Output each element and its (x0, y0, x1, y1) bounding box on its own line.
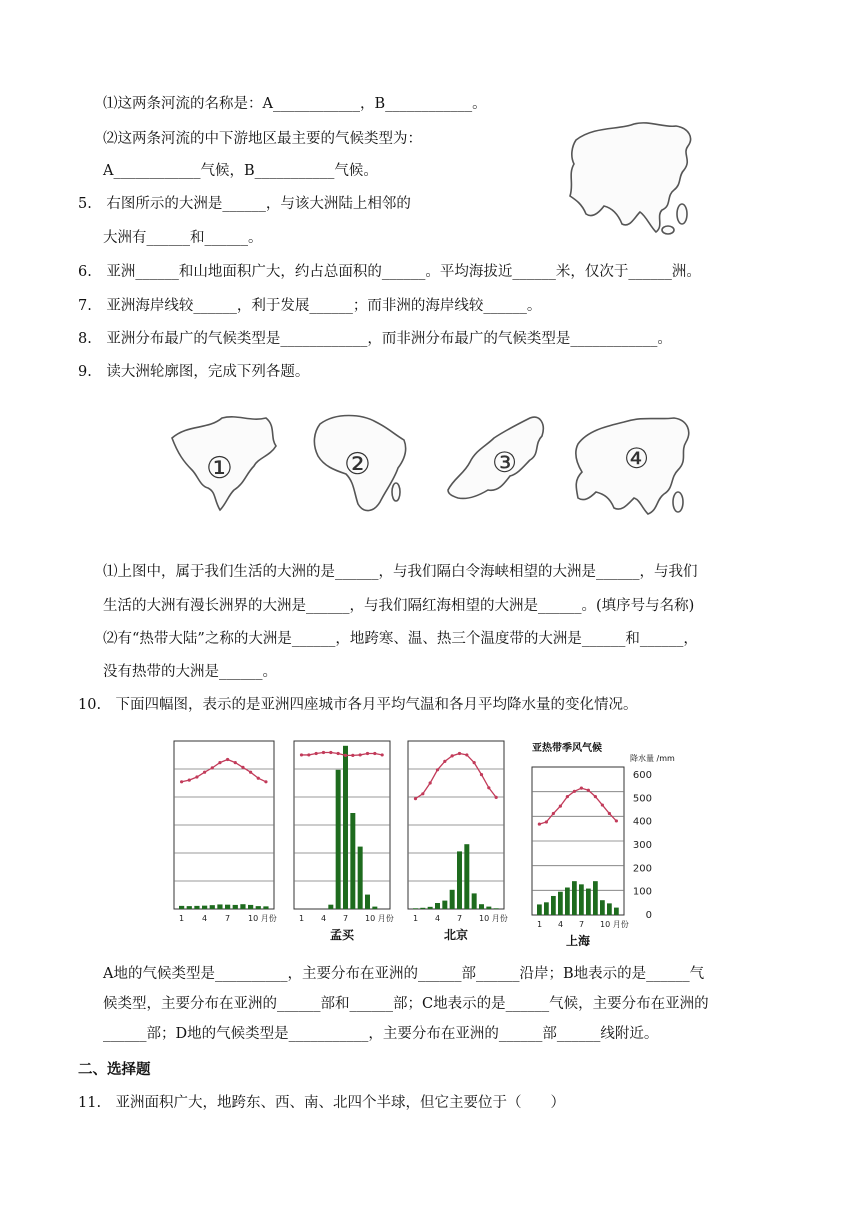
continent-outline-maps (158, 404, 698, 524)
q10-answer-line2: 候类型，主要分布在亚洲的______部和______部；C地表示的是______气候，主要分布在亚洲的 (103, 996, 709, 1012)
chart-1-temperature-point-6 (218, 761, 221, 764)
chart-2-x-tick: 7 (343, 914, 349, 923)
europe-outline (448, 417, 543, 498)
chart-3-temperature-point-7 (458, 752, 461, 755)
chart-3-x-tick: 4 (435, 914, 441, 923)
chart-2-temperature-point-3 (315, 752, 318, 755)
chart-3-bar-11 (486, 907, 491, 909)
chart-2-x-tick: 10 月份 (365, 914, 394, 923)
chart-3-bar-3 (428, 907, 433, 909)
chart-2-temperature-point-8 (351, 754, 354, 757)
chart-4-bar-1 (537, 904, 542, 915)
chart-2-bar-5 (328, 905, 333, 909)
chart-2-bar-10 (365, 895, 370, 909)
chart-4-y-tick: 600 (632, 770, 652, 781)
chart-4-temperature-point-5 (566, 795, 569, 798)
chart-4-bar-4 (558, 892, 563, 915)
q9-part2-line1: ⑵有“热带大陆”之称的大洲是______，地跨寒、温、热三个温度带的大洲是______和______， (103, 631, 698, 647)
q9-part1-line2: 生活的大洲有漫长洲界的大洲是______，与我们隔红海相望的大洲是______。(填序号与名称) (103, 598, 695, 614)
chart-2-temperature-point-6 (337, 752, 340, 755)
chart-2-bar-8 (350, 813, 355, 909)
chart-3-bar-5 (442, 901, 447, 909)
q10-answer-line3: ______部；D地的气候类型是___________，主要分布在亚洲的______部______线附近。 (103, 1026, 659, 1042)
chart-3-bar-7 (457, 851, 462, 909)
chart-1-temperature-point-3 (195, 775, 198, 778)
chart-3-temperature-point-11 (487, 786, 490, 789)
chart-1-temperature-point-11 (257, 777, 260, 780)
q8: 8. 亚洲分布最广的气候类型是____________，而非洲分布最广的气候类型是____________。 (78, 331, 672, 347)
chart-4-temperature-point-2 (545, 820, 548, 823)
chart-1-bar-4 (202, 906, 207, 909)
chart-1-bar-2 (187, 906, 192, 909)
chart-2-x-tick: 1 (299, 914, 305, 923)
q9-part2-line2: 没有热带的大洲是______。 (103, 664, 277, 680)
chart-4-bar-11 (607, 903, 612, 915)
chart-4-temperature-point-10 (601, 803, 604, 806)
chart-3-temperature-point-1 (414, 797, 417, 800)
chart-1-x-tick: 10 月份 (248, 914, 277, 923)
chart-4-bar-8 (586, 889, 591, 915)
chart-4-x-tick: 7 (579, 920, 585, 929)
q11: 11. 亚洲面积广大，地跨东、西、南、北四个半球，但它主要位于（ ） (78, 1095, 566, 1111)
chart-2-temperature-point-4 (322, 751, 325, 754)
chart-2-temperature-point-12 (381, 753, 384, 756)
q4-part1: ⑴这两条河流的名称是：A____________，B____________。 (103, 96, 487, 112)
chart-1-bar-10 (248, 905, 253, 909)
chart-3-bar-2 (420, 908, 425, 909)
chart-2-title: 孟买 (329, 928, 355, 942)
chart-3-temperature-point-2 (421, 792, 424, 795)
chart-2-temperature-point-1 (300, 753, 303, 756)
chart-4-temperature-point-11 (608, 812, 611, 815)
chart-2-bar-11 (372, 907, 377, 909)
chart-1-bar-8 (233, 905, 238, 909)
chart-1-temperature-point-2 (188, 779, 191, 782)
chart-3-bar-4 (435, 903, 440, 909)
q4-part2-blanks: A____________气候，B___________气候。 (103, 163, 378, 179)
chart-2-bar-7 (343, 746, 348, 909)
chart-4-temperature-point-1 (538, 822, 541, 825)
chart-3-x-tick: 1 (413, 914, 419, 923)
q10-answer-line1: A地的气候类型是__________，主要分布在亚洲的______部______沿岸；B地表示的是______气 (103, 966, 705, 982)
chart-2-x-tick: 4 (321, 914, 327, 923)
chart-3-temperature-point-12 (495, 796, 498, 799)
chart-1-bar-6 (217, 904, 222, 909)
chart-1-temperature-point-7 (226, 758, 229, 761)
chart-4-temperature-point-6 (573, 790, 576, 793)
chart-1-bar-5 (210, 905, 215, 909)
q9: 9. 读大洲轮廓图，完成下列各题。 (78, 364, 310, 380)
chart-3-bar-6 (450, 890, 455, 909)
section-2-title: 二、选择题 (78, 1062, 151, 1078)
continent-label-4: ④ (624, 442, 650, 475)
chart-4-bar-2 (544, 902, 549, 915)
q4-part2: ⑵这两条河流的中下游地区最主要的气候类型为： (103, 131, 422, 147)
chart-4-y-tick: 400 (632, 816, 652, 828)
chart-3-temperature-point-5 (443, 760, 446, 763)
chart-1-temperature-point-8 (234, 761, 237, 764)
chart-4-bar-9 (593, 881, 598, 915)
chart-2-temperature-point-10 (366, 752, 369, 755)
continent-label-1: ① (206, 451, 233, 486)
q9-part1-line1: ⑴上图中，属于我们生活的大洲的是______，与我们隔白令海峡相望的大洲是______，与我们 (103, 564, 698, 580)
chart-3-temperature-point-4 (436, 768, 439, 771)
chart-4-x-tick: 10 月份 (600, 920, 629, 929)
chart-4-temperature-point-3 (552, 812, 555, 815)
chart-2-temperature-point-11 (373, 752, 376, 755)
chart-1-temperature-point-10 (249, 771, 252, 774)
q5-line2: 大洲有______和______。 (103, 230, 263, 246)
chart-4-bar-7 (579, 884, 584, 915)
q7: 7. 亚洲海岸线较______，利于发展______；而非洲的海岸线较______。 (78, 298, 542, 314)
chart-2-bar-6 (336, 770, 341, 909)
chart-4-bar-6 (572, 881, 577, 915)
chart-4-x-tick: 4 (558, 920, 564, 929)
chart-2-bar-9 (358, 847, 363, 909)
chart-4-x-tick: 1 (537, 920, 543, 929)
chart-4-bar-12 (614, 908, 619, 915)
asia-outline-map (564, 118, 700, 240)
chart-3-temperature-point-9 (473, 761, 476, 764)
chart-2-temperature-point-2 (307, 753, 310, 756)
q5-line1: 5. 右图所示的大洲是______，与该大洲陆上相邻的 (78, 196, 411, 212)
chart-3-temperature-point-10 (480, 773, 483, 776)
chart-4-temperature-point-4 (559, 805, 562, 808)
chart-1-bar-11 (256, 906, 261, 909)
chart-4-y-tick: 300 (632, 840, 652, 851)
chart-4-y-tick: 0 (645, 910, 652, 921)
asia-outline (576, 418, 689, 514)
chart-1-x-tick: 4 (202, 914, 208, 923)
chart-3-bar-9 (472, 893, 477, 909)
chart-4-y-label: 降水量 /mm (630, 754, 675, 763)
chart-3-bar-12 (494, 908, 499, 909)
chart-3-temperature-point-6 (451, 754, 454, 757)
chart-3-bar-1 (413, 908, 418, 909)
chart-4-y-tick: 500 (632, 793, 652, 805)
chart-1-x-tick: 7 (225, 914, 231, 923)
chart-4-temperature-point-8 (587, 789, 590, 792)
chart-4-subtitle: 亚热带季风气候 (532, 743, 602, 754)
chart-4-title: 上海 (565, 934, 591, 948)
north-america-outline (172, 417, 276, 510)
chart-4-bar-5 (565, 888, 570, 915)
chart-1-temperature-point-4 (203, 771, 206, 774)
chart-2-temperature-point-9 (359, 753, 362, 756)
chart-3-temperature-point-3 (429, 781, 432, 784)
chart-3-bar-10 (479, 904, 484, 909)
chart-4-bar-10 (600, 900, 605, 915)
chart-3-title: 北京 (443, 928, 469, 942)
chart-4-bar-3 (551, 896, 556, 915)
chart-1-bar-9 (240, 904, 245, 909)
chart-4-temperature-point-7 (580, 787, 583, 790)
chart-2-temperature-point-5 (329, 751, 332, 754)
chart-1-bar-3 (194, 906, 199, 909)
chart-2-temperature-point-7 (344, 754, 347, 757)
chart-4-y-tick: 200 (632, 863, 652, 875)
chart-3-bar-8 (464, 844, 469, 909)
q6: 6. 亚洲______和山地面积广大，约占总面积的______。平均海拔近______米，仅次于______洲。 (78, 264, 701, 280)
continent-label-3: ③ (492, 446, 518, 479)
climate-charts (168, 733, 688, 955)
chart-4-y-tick: 100 (632, 886, 652, 898)
chart-1-x-tick: 1 (179, 914, 185, 923)
chart-3-temperature-point-8 (465, 753, 468, 756)
chart-1-bar-12 (263, 906, 268, 909)
chart-1-temperature-point-1 (180, 780, 183, 783)
continent-label-2: ② (344, 447, 371, 482)
chart-4-temperature-point-12 (615, 819, 618, 822)
chart-3-x-tick: 7 (457, 914, 463, 923)
chart-1-temperature-point-5 (211, 766, 214, 769)
africa-outline (314, 416, 405, 511)
chart-1-bar-7 (225, 905, 230, 909)
chart-4-temperature-point-9 (594, 795, 597, 798)
chart-3-x-tick: 10 月份 (479, 914, 508, 923)
chart-1-bar-1 (179, 906, 184, 909)
chart-1-temperature-point-12 (264, 780, 267, 783)
chart-1-temperature-point-9 (241, 766, 244, 769)
q10: 10. 下面四幅图，表示的是亚洲四座城市各月平均气温和各月平均降水量的变化情况。 (78, 697, 638, 713)
